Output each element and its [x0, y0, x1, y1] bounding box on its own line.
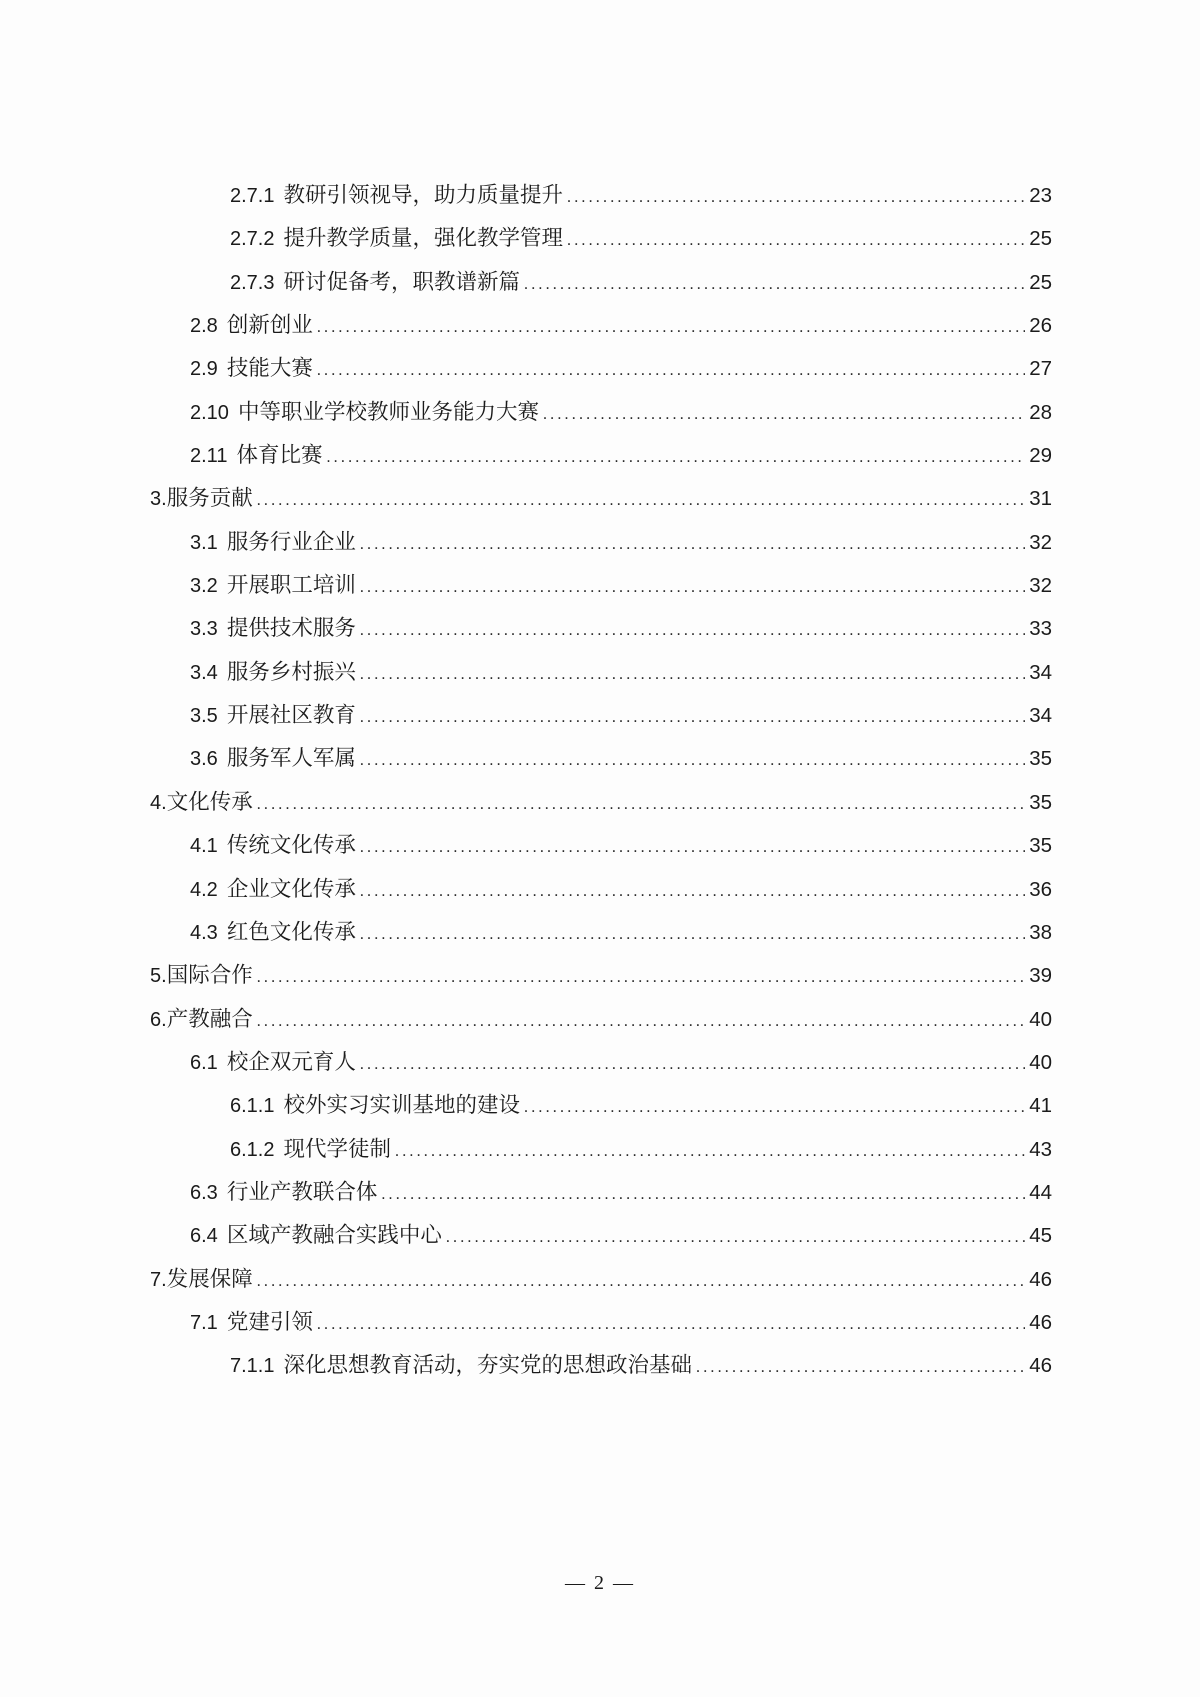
toc-entry-page: 23 — [1029, 184, 1052, 207]
toc-entry-number: 7.1 — [190, 1311, 218, 1334]
toc-entry-number: 7. — [150, 1268, 167, 1291]
toc-entry-page: 41 — [1029, 1094, 1052, 1118]
dot-leader — [395, 1130, 1025, 1173]
toc-entry-number: 7.1.1 — [230, 1355, 275, 1378]
toc-entry-title: 服务贡献 — [166, 486, 253, 511]
dot-leader — [446, 1216, 1025, 1259]
toc-entry[interactable] — [150, 868, 1052, 911]
toc-entry-number: 6.3 — [190, 1181, 218, 1204]
dot-leader — [360, 870, 1025, 913]
toc-entry[interactable] — [150, 217, 1052, 260]
toc-entry-title: 创新创业 — [226, 313, 313, 338]
toc-entry[interactable] — [150, 261, 1052, 304]
toc-entry-number: 4.2 — [190, 878, 218, 901]
toc-entry[interactable] — [150, 1084, 1052, 1127]
table-of-contents — [150, 174, 1052, 1388]
toc-entry-number: 3.2 — [190, 575, 218, 598]
toc-entry-number: 5. — [150, 965, 167, 988]
toc-entry-title: 服务乡村振兴 — [226, 659, 356, 684]
toc-entry-number: 3. — [150, 488, 167, 511]
toc-entry-title: 中等职业学校教师业务能力大赛 — [237, 399, 539, 424]
toc-entry-page: 35 — [1029, 747, 1052, 771]
toc-entry-page: 46 — [1029, 1310, 1052, 1334]
toc-entry-page: 25 — [1029, 270, 1052, 294]
toc-entry-page: 40 — [1029, 1050, 1052, 1074]
toc-entry-number: 6.1 — [190, 1051, 218, 1074]
dot-leader — [360, 566, 1025, 609]
toc-entry[interactable] — [150, 174, 1052, 217]
dot-leader — [360, 1043, 1025, 1086]
toc-entry[interactable] — [150, 607, 1052, 650]
dot-leader — [257, 1260, 1025, 1303]
dot-leader — [317, 349, 1025, 392]
dot-leader — [257, 956, 1025, 999]
toc-entry-number: 6.1.1 — [230, 1095, 275, 1118]
toc-entry[interactable] — [150, 391, 1052, 434]
toc-entry-title: 教研引领视导，助力质量提升 — [283, 183, 563, 207]
toc-entry[interactable] — [150, 1041, 1052, 1084]
toc-entry[interactable] — [150, 824, 1052, 867]
toc-entry-title: 服务军人军属 — [226, 746, 356, 771]
toc-entry-title: 传统文化传承 — [226, 833, 356, 858]
toc-entry-page: 34 — [1029, 704, 1052, 728]
dot-leader — [360, 609, 1025, 652]
toc-entry-number: 2.7.3 — [230, 271, 275, 294]
dot-leader — [257, 479, 1025, 522]
toc-entry-page: 44 — [1029, 1180, 1052, 1204]
toc-entry-page: 45 — [1029, 1224, 1052, 1248]
toc-entry[interactable] — [150, 1344, 1052, 1387]
toc-entry-title: 国际合作 — [166, 963, 253, 988]
toc-entry-title: 行业产教联合体 — [226, 1179, 378, 1204]
toc-entry-title: 校外实习实训基地的建设 — [283, 1093, 520, 1118]
toc-entry-title: 红色文化传承 — [226, 919, 356, 944]
toc-entry-title: 文化传承 — [166, 789, 253, 814]
dot-leader — [360, 653, 1025, 696]
dot-leader — [360, 523, 1025, 566]
toc-entry-number: 2.11 — [190, 445, 228, 468]
toc-entry-title: 服务行业企业 — [226, 529, 356, 554]
toc-entry-number: 6.1.2 — [230, 1138, 275, 1161]
toc-entry-number: 2.9 — [190, 358, 218, 381]
toc-entry-page: 29 — [1029, 444, 1052, 468]
toc-entry[interactable] — [150, 1171, 1052, 1214]
toc-entry[interactable] — [150, 1214, 1052, 1257]
toc-entry[interactable] — [150, 434, 1052, 477]
toc-entry-number: 3.3 — [190, 618, 218, 641]
dot-leader — [360, 826, 1025, 869]
toc-entry-title: 区域产教融合实践中心 — [226, 1223, 442, 1248]
dot-leader — [317, 306, 1025, 349]
dot-leader — [696, 1346, 1025, 1389]
toc-entry-page: 39 — [1029, 964, 1052, 988]
dot-leader — [326, 436, 1025, 479]
toc-entry[interactable] — [150, 998, 1052, 1041]
dot-leader — [543, 393, 1025, 436]
dot-leader — [257, 783, 1025, 826]
toc-entry-number: 6.4 — [190, 1225, 218, 1248]
toc-entry[interactable] — [150, 304, 1052, 347]
toc-entry-page: 32 — [1029, 574, 1052, 598]
toc-entry[interactable] — [150, 521, 1052, 564]
dot-leader — [524, 263, 1025, 306]
toc-entry[interactable] — [150, 737, 1052, 780]
toc-entry-number: 6. — [150, 1008, 167, 1031]
toc-entry-title: 技能大赛 — [226, 356, 313, 381]
toc-entry-number: 2.10 — [190, 401, 229, 424]
toc-entry-number: 4. — [150, 791, 167, 814]
toc-entry-title: 党建引领 — [226, 1309, 313, 1334]
toc-entry-title: 提升教学质量，强化教学管理 — [283, 226, 563, 251]
page-number-footer: — 2 — — [565, 1572, 635, 1594]
toc-entry-page: 26 — [1029, 314, 1052, 338]
toc-entry[interactable] — [150, 564, 1052, 607]
toc-entry[interactable] — [150, 954, 1052, 997]
toc-entry-number: 3.5 — [190, 705, 218, 728]
dot-leader — [360, 739, 1025, 782]
toc-entry[interactable] — [150, 477, 1052, 520]
toc-entry-number: 2.7.1 — [230, 185, 275, 207]
toc-entry-title: 产教融合 — [166, 1006, 253, 1031]
dot-leader — [317, 1303, 1025, 1346]
toc-entry-number: 3.4 — [190, 661, 218, 684]
toc-entry-title: 开展职工培训 — [226, 573, 356, 598]
toc-entry-page: 25 — [1029, 227, 1052, 251]
toc-entry-page: 31 — [1029, 487, 1052, 511]
toc-entry-page: 35 — [1029, 790, 1052, 814]
toc-entry-title: 校企双元育人 — [226, 1049, 356, 1074]
toc-entry-title: 开展社区教育 — [226, 703, 356, 728]
toc-entry-title: 提供技术服务 — [226, 616, 356, 641]
toc-entry-number: 4.1 — [190, 835, 218, 858]
toc-entry[interactable] — [150, 1301, 1052, 1344]
dot-leader — [567, 176, 1025, 219]
toc-entry-page: 27 — [1029, 357, 1052, 381]
toc-entry-page: 35 — [1029, 834, 1052, 858]
toc-entry-page: 46 — [1029, 1267, 1052, 1291]
dot-leader — [360, 696, 1025, 739]
toc-entry-page: 40 — [1029, 1007, 1052, 1031]
toc-entry-page: 28 — [1029, 400, 1052, 424]
toc-entry[interactable] — [150, 347, 1052, 390]
toc-entry[interactable] — [150, 651, 1052, 694]
toc-entry-page: 38 — [1029, 920, 1052, 944]
toc-entry-number: 3.1 — [190, 531, 218, 554]
toc-entry-page: 43 — [1029, 1137, 1052, 1161]
dot-leader — [524, 1086, 1025, 1129]
toc-entry-page: 46 — [1029, 1354, 1052, 1378]
dot-leader — [567, 219, 1025, 262]
toc-entry-title: 企业文化传承 — [226, 876, 356, 901]
toc-entry-title: 发展保障 — [166, 1266, 253, 1291]
toc-entry-title: 研讨促备考，职教谱新篇 — [283, 269, 520, 294]
toc-entry[interactable] — [150, 1258, 1052, 1301]
toc-entry-number: 2.7.2 — [230, 228, 275, 251]
dot-leader — [381, 1173, 1025, 1216]
toc-entry-page: 33 — [1029, 617, 1052, 641]
toc-entry-page: 32 — [1029, 530, 1052, 554]
toc-entry-page: 34 — [1029, 660, 1052, 684]
toc-entry-number: 4.3 — [190, 921, 218, 944]
dot-leader — [360, 913, 1025, 956]
toc-entry-title: 深化思想教育活动，夯实党的思想政治基础 — [283, 1353, 692, 1378]
toc-entry-number: 2.8 — [190, 315, 218, 338]
toc-entry[interactable] — [150, 1128, 1052, 1171]
toc-entry-number: 3.6 — [190, 748, 218, 771]
toc-entry-page: 36 — [1029, 877, 1052, 901]
toc-entry[interactable] — [150, 911, 1052, 954]
toc-entry-title: 现代学徒制 — [283, 1136, 391, 1161]
toc-entry[interactable] — [150, 781, 1052, 824]
toc-entry[interactable] — [150, 694, 1052, 737]
toc-entry-title: 体育比赛 — [236, 443, 323, 468]
dot-leader — [257, 1000, 1025, 1043]
